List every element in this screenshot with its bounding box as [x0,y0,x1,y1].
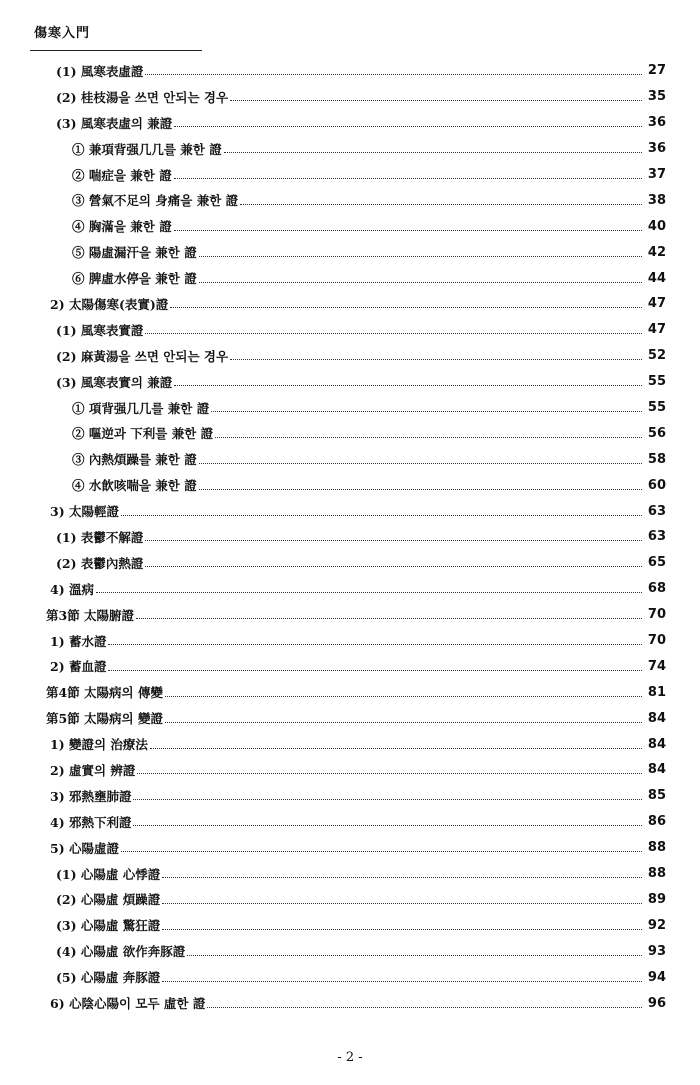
toc-entry [0,731,700,757]
toc-entry-label: ⑤ 陽虛漏汗을 兼한 證 [72,245,197,261]
toc-entry [0,395,700,421]
dot-leader [150,748,642,749]
dot-leader [199,489,642,490]
toc-entry-label: 4) 溫病 [50,581,94,597]
toc-entry [0,602,700,628]
toc-entry [0,446,700,472]
toc-entry-page: 88 [647,866,666,882]
toc-entry-label: ① 項背强几几를 兼한 證 [72,400,210,416]
dot-leader [165,696,642,697]
table-of-contents [0,58,700,1016]
toc-entry [0,343,700,369]
toc-entry-page: 70 [647,633,666,649]
toc-entry-page: 81 [647,684,666,700]
toc-entry [0,265,700,291]
toc-entry [0,187,700,213]
toc-entry-label: ③ 內熱煩躁를 兼한 證 [72,452,197,468]
toc-entry [0,757,700,783]
toc-entry-label: (5) 心陽虛 奔豚證 [56,970,161,986]
toc-entry-label: (1) 風寒表實證 [56,322,144,338]
toc-entry [0,550,700,576]
toc-entry [0,990,700,1016]
dot-leader [174,126,642,127]
toc-entry-label: 1) 變證의 治療法 [50,737,148,753]
toc-entry-page: 96 [647,995,666,1011]
toc-entry [0,887,700,913]
toc-entry-label: 第3節 太陽腑證 [46,607,135,623]
dot-leader [199,463,642,464]
toc-entry-page: 40 [647,218,666,234]
toc-entry-label: 3) 太陽輕證 [50,504,119,520]
toc-entry [0,628,700,654]
toc-entry [0,653,700,679]
toc-entry [0,809,700,835]
toc-entry-page: 55 [647,400,666,416]
dot-leader [215,437,642,438]
toc-entry-page: 86 [647,814,666,830]
toc-entry-page: 92 [647,917,666,933]
toc-entry [0,213,700,239]
toc-entry-page: 89 [647,891,666,907]
toc-entry-page: 88 [647,840,666,856]
dot-leader [133,825,642,826]
toc-entry-label: ⑥ 脾虛水停을 兼한 證 [72,271,197,287]
toc-entry-page: 36 [647,141,666,157]
dot-leader [174,230,642,231]
toc-entry [0,84,700,110]
toc-entry-page: 52 [647,348,666,364]
toc-entry-label: (2) 桂枝湯을 쓰면 안되는 경우 [56,89,229,105]
toc-entry-label: (3) 風寒表實의 兼證 [56,374,173,390]
page-number: - 2 - [337,1050,363,1065]
dot-leader [137,773,642,774]
toc-entry [0,498,700,524]
dot-leader [121,851,642,852]
toc-entry-label: (3) 風寒表虛의 兼證 [56,115,173,131]
toc-entry-label: 2) 虛實의 辨證 [50,762,136,778]
toc-entry [0,162,700,188]
toc-entry [0,783,700,809]
dot-leader [187,955,642,956]
toc-entry-label: 2) 太陽傷寒(表實)證 [50,296,169,312]
toc-entry-page: 38 [647,192,666,208]
toc-entry-page: 58 [647,451,666,467]
toc-entry-label: (2) 表鬱內熱證 [56,555,144,571]
running-header: 傷寒入門 [34,26,91,41]
dot-leader [96,592,642,593]
toc-entry-page: 37 [647,167,666,182]
dot-leader [174,178,642,179]
toc-entry-page: 84 [647,762,666,778]
toc-entry-page: 36 [647,115,666,131]
toc-entry-page: 84 [647,736,666,752]
toc-entry-label: ② 嘔逆과 下利를 兼한 證 [72,426,214,442]
dot-leader [145,566,642,567]
toc-entry-label: ④ 水飮咳喘을 兼한 證 [72,478,197,494]
toc-entry [0,291,700,317]
toc-entry-label: 2) 蓄血證 [50,659,107,675]
toc-entry [0,524,700,550]
toc-entry [0,472,700,498]
toc-entry-label: (2) 心陽虛 煩躁證 [56,892,161,908]
dot-leader [211,411,642,412]
toc-entry-label: 4) 邪熱下利證 [50,814,132,830]
dot-leader [170,307,642,308]
toc-entry-page: 68 [647,581,666,597]
toc-entry-page: 63 [647,503,666,519]
toc-entry [0,136,700,162]
toc-entry [0,861,700,887]
toc-entry-label: ④ 胸滿을 兼한 證 [72,219,172,235]
dot-leader [133,799,642,800]
toc-entry-page: 93 [647,943,666,959]
dot-leader [108,644,642,645]
toc-entry-page: 85 [647,788,666,804]
dot-leader [136,618,642,619]
dot-leader [145,74,642,75]
toc-entry-page: 65 [647,555,666,571]
toc-entry-label: ② 喘症을 兼한 證 [72,167,172,183]
toc-entry-page: 47 [647,296,666,312]
toc-entry-page: 70 [647,607,666,623]
toc-entry [0,420,700,446]
dot-leader [199,282,642,283]
header-rule [30,50,202,51]
toc-entry-page: 74 [647,658,666,674]
toc-entry-label: 5) 心陽虛證 [50,840,119,856]
toc-entry-label: (1) 表鬱不解證 [56,529,144,545]
dot-leader [207,1007,642,1008]
dot-leader [165,722,642,723]
toc-entry-label: ③ 營氣不足의 身痛을 兼한 證 [72,193,239,209]
toc-entry-page: 44 [647,270,666,286]
toc-entry-page: 55 [647,374,666,390]
toc-entry [0,110,700,136]
toc-entry-label: (3) 心陽虛 驚狂證 [56,918,161,934]
toc-entry [0,835,700,861]
toc-entry-page: 35 [647,89,666,105]
toc-entry [0,938,700,964]
toc-entry-label: ① 兼項背强几几를 兼한 證 [72,141,222,157]
dot-leader [224,152,642,153]
toc-entry-page: 94 [647,969,666,985]
toc-entry [0,58,700,84]
toc-entry [0,576,700,602]
dot-leader [162,877,642,878]
dot-leader [240,204,642,205]
toc-entry [0,964,700,990]
toc-entry [0,912,700,938]
dot-leader [145,540,642,541]
dot-leader [145,333,642,334]
toc-entry-page: 56 [647,425,666,441]
toc-entry-label: (1) 風寒表虛證 [56,63,144,79]
toc-entry-label: 第5節 太陽病의 變證 [46,711,163,727]
toc-entry-page: 27 [647,63,666,79]
toc-entry [0,705,700,731]
dot-leader [108,670,642,671]
dot-leader [230,100,642,101]
toc-entry-page: 63 [647,529,666,545]
dot-leader [162,981,642,982]
toc-entry [0,679,700,705]
dot-leader [121,515,642,516]
toc-entry-label: 1) 蓄水證 [50,633,107,649]
dot-leader [199,256,642,257]
toc-entry-label: (2) 麻黃湯을 쓰면 안되는 경우 [56,348,229,364]
dot-leader [162,929,642,930]
toc-entry-label: 3) 邪熱壅肺證 [50,788,132,804]
toc-entry [0,369,700,395]
toc-entry-page: 42 [647,244,666,260]
toc-entry [0,239,700,265]
dot-leader [174,385,642,386]
toc-entry-label: (4) 心陽虛 欲作奔豚證 [56,944,186,960]
dot-leader [162,903,642,904]
toc-entry-page: 60 [647,477,666,493]
toc-entry-label: 第4節 太陽病의 傳變 [46,685,163,701]
toc-entry-label: 6) 心陰心陽이 모두 虛한 證 [50,996,206,1011]
toc-entry [0,317,700,343]
toc-entry-page: 84 [647,710,666,726]
dot-leader [230,359,642,360]
toc-entry-page: 47 [647,322,666,338]
toc-entry-label: (1) 心陽虛 心悸證 [56,866,161,882]
